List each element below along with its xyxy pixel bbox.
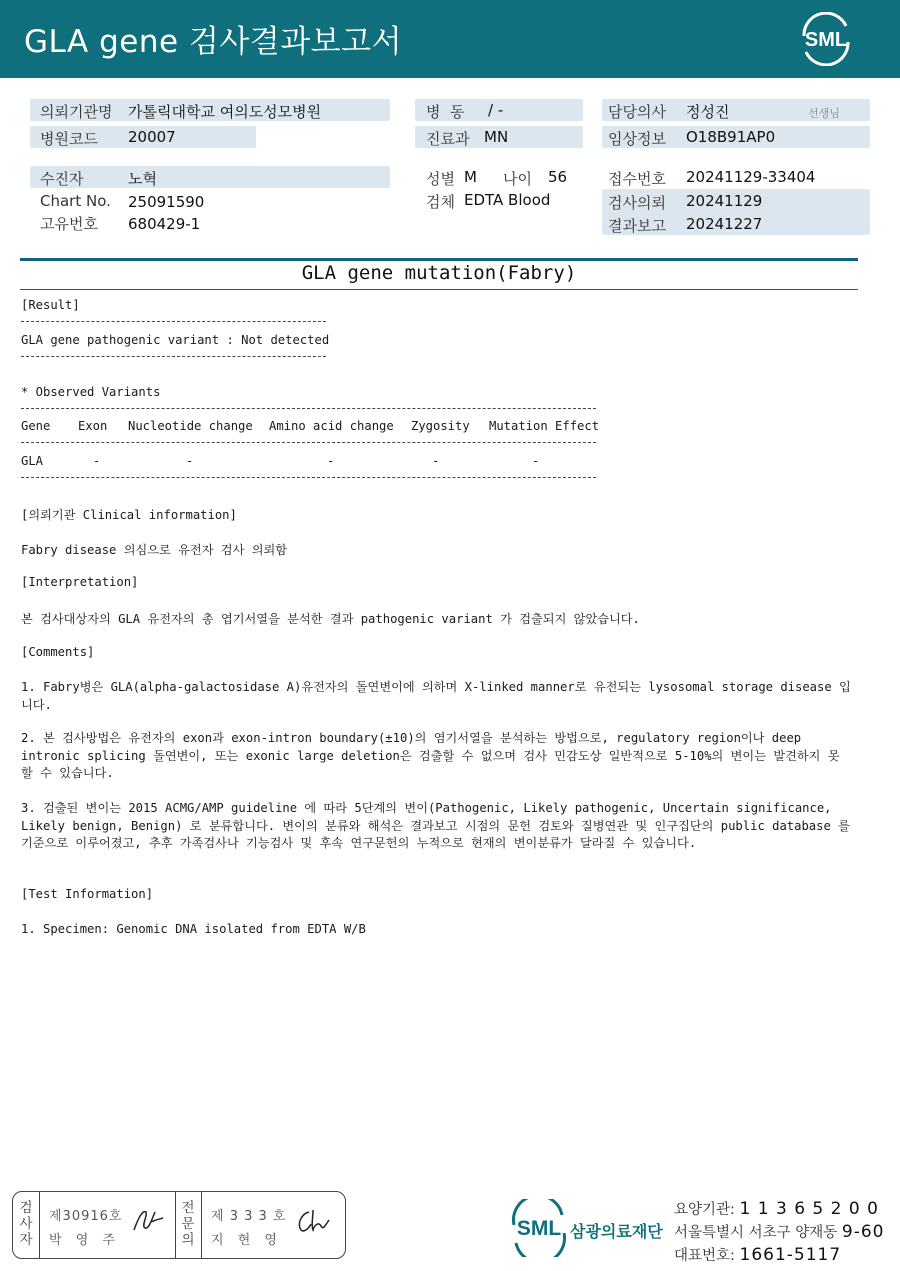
examiner-name: 박 영 주 [49,1233,120,1248]
table-header-nucleotide: Nucleotide change [128,419,253,433]
table-header-amino: Amino acid change [269,419,394,433]
specimen-label: 검체 [426,193,455,211]
clinical-label: 임상정보 [608,130,666,148]
table-header-exon: Exon [78,419,108,433]
request-value: 20241129 [686,192,763,210]
examiner-signature [131,1206,165,1234]
specialist-name: 지 현 영 [211,1233,282,1248]
divider [21,356,326,357]
title-rule-top [20,258,858,261]
department-label: 진료과 [426,130,470,148]
sml-footer-logo-text: SML [516,1217,562,1240]
sml-footer-logo-icon [508,1199,570,1257]
patient-value: 노혁 [128,170,157,188]
department-value: MN [484,128,509,146]
clinical-heading: [의뢰기관 Clinical information] [21,508,237,522]
hospital-code-value: 20007 [128,128,176,146]
care-code-line [674,1198,879,1219]
divider [21,408,596,409]
age-label: 나이 [503,170,532,188]
table-header-effect: Mutation Effect [489,419,600,433]
hospital-code-label: 병원코드 [40,130,98,148]
chart-value: 25091590 [128,193,205,211]
receipt-value: 20241129-33404 [686,168,816,186]
table-cell-gene: GLA [21,454,44,468]
report-date-value: 20241227 [686,215,763,233]
table-header-zygosity: Zygosity [411,419,470,433]
sex-label: 성별 [426,170,455,188]
id-label: 고유번호 [40,215,98,233]
comment-3: 3. 검출된 변이는 2015 ACMG/AMP guideline 에 따라 5단계의 변이(Pathogenic, Likely pathogenic, Uncertain significance, Likely benign, Benign) 로 분류합니다. 변이의 분류와 해석은 결과보고 시점의 문헌 검토와 질병연관 및 인구집단의 public database 를 기준으로 이루어졌고, 추후 가족검사나 기능검사 및 후속 연구문헌의 누적으로 현재의 변이분류가 달라질 수 있습니다. [21,801,850,850]
signature-box [12,1191,346,1259]
address-prefix: 서울특별시 서초구 양재동 [674,1225,838,1241]
table-header-gene: Gene [21,419,51,433]
result-line: GLA gene pathogenic variant : Not detected [21,333,330,347]
phone-label: 대표번호: [674,1248,735,1264]
table-cell-effect: - [532,454,540,468]
sml-logo-icon [796,12,856,66]
table-cell-exon: - [93,454,101,468]
test-info-text: 1. Specimen: Genomic DNA isolated from EDTA W/B [21,922,366,936]
test-title: GLA gene mutation(Fabry) [301,262,577,284]
patient-row [30,166,390,188]
sex-value: M [464,168,477,186]
institution-label: 의뢰기관명 [40,103,113,121]
receipt-label: 접수번호 [608,170,666,188]
clinical-text: Fabry disease 의심으로 유전자 검사 의뢰함 [21,543,288,557]
phone-line [674,1244,841,1265]
title-rule-bottom [20,289,858,290]
examiner-label: 검 사 자 [19,1200,33,1248]
interpretation-heading: [Interpretation] [21,575,139,589]
clinical-value: O18B91AP0 [686,128,776,146]
table-cell-amino: - [327,454,335,468]
comment-1: 1. Fabry병은 GLA(alpha-galactosidase A)유전자의 돌연변이에 의하며 X-linked manner로 유전되는 lysosomal storage disease 입니다. [21,680,851,712]
report-date-label: 결과보고 [608,217,666,235]
address-line [674,1221,885,1242]
divider [21,321,326,322]
sml-logo-text: SML [804,29,848,51]
doctor-value: 정성진 [686,103,730,121]
institution-value: 가톨릭대학교 여의도성모병원 [128,103,322,121]
specialist-label: 전 문 의 [181,1200,195,1248]
care-code-value: 1 1 3 6 5 2 0 0 [739,1199,879,1219]
doctor-label: 담당의사 [608,103,666,121]
doctor-suffix: 선생님 [808,107,840,120]
examiner-license: 제30916호 [49,1209,123,1224]
ward-label: 병 동 [426,103,465,121]
id-value: 680429-1 [128,215,201,233]
specimen-value: EDTA Blood [464,191,551,209]
interpretation-text: 본 검사대상자의 GLA 유전자의 총 엽기서열을 분석한 결과 pathogenic variant 가 검출되지 않았습니다. [21,612,640,626]
request-label: 검사의뢰 [608,194,666,212]
table-cell-zygosity: - [432,454,440,468]
ward-value: / - [488,101,504,119]
observed-heading: * Observed Variants [21,385,161,399]
address-number: 9-60 [841,1222,885,1242]
patient-label: 수진자 [40,170,84,188]
result-heading: [Result] [21,298,80,312]
phone-value: 1661-5117 [739,1245,842,1265]
care-code-label: 요양기관: [674,1202,735,1218]
chart-label: Chart No. [40,192,111,210]
org-name: 삼광의료재단 [570,1222,663,1241]
report-title-header: GLA gene 검사결과보고서 [24,24,403,60]
specialist-license: 제 3 3 3 호 [211,1209,287,1224]
divider [21,477,596,478]
comments-heading: [Comments] [21,645,95,659]
test-info-heading: [Test Information] [21,887,154,901]
divider [21,442,596,443]
comment-2: 2. 본 검사방법은 유전자의 exon과 exon-intron boundary(±10)의 염기서열을 분석하는 방법으로, regulatory region이나 deep intronic splicing 돌연변이, 또는 exonic large deletion은 검출할 수 없으며 검사 민감도상 일반적으로 5-10%의 변이는 발견하지 못할 수 있습니다. [21,731,840,780]
age-value: 56 [548,168,568,186]
table-cell-nucleotide: - [186,454,194,468]
specialist-signature [295,1206,335,1236]
